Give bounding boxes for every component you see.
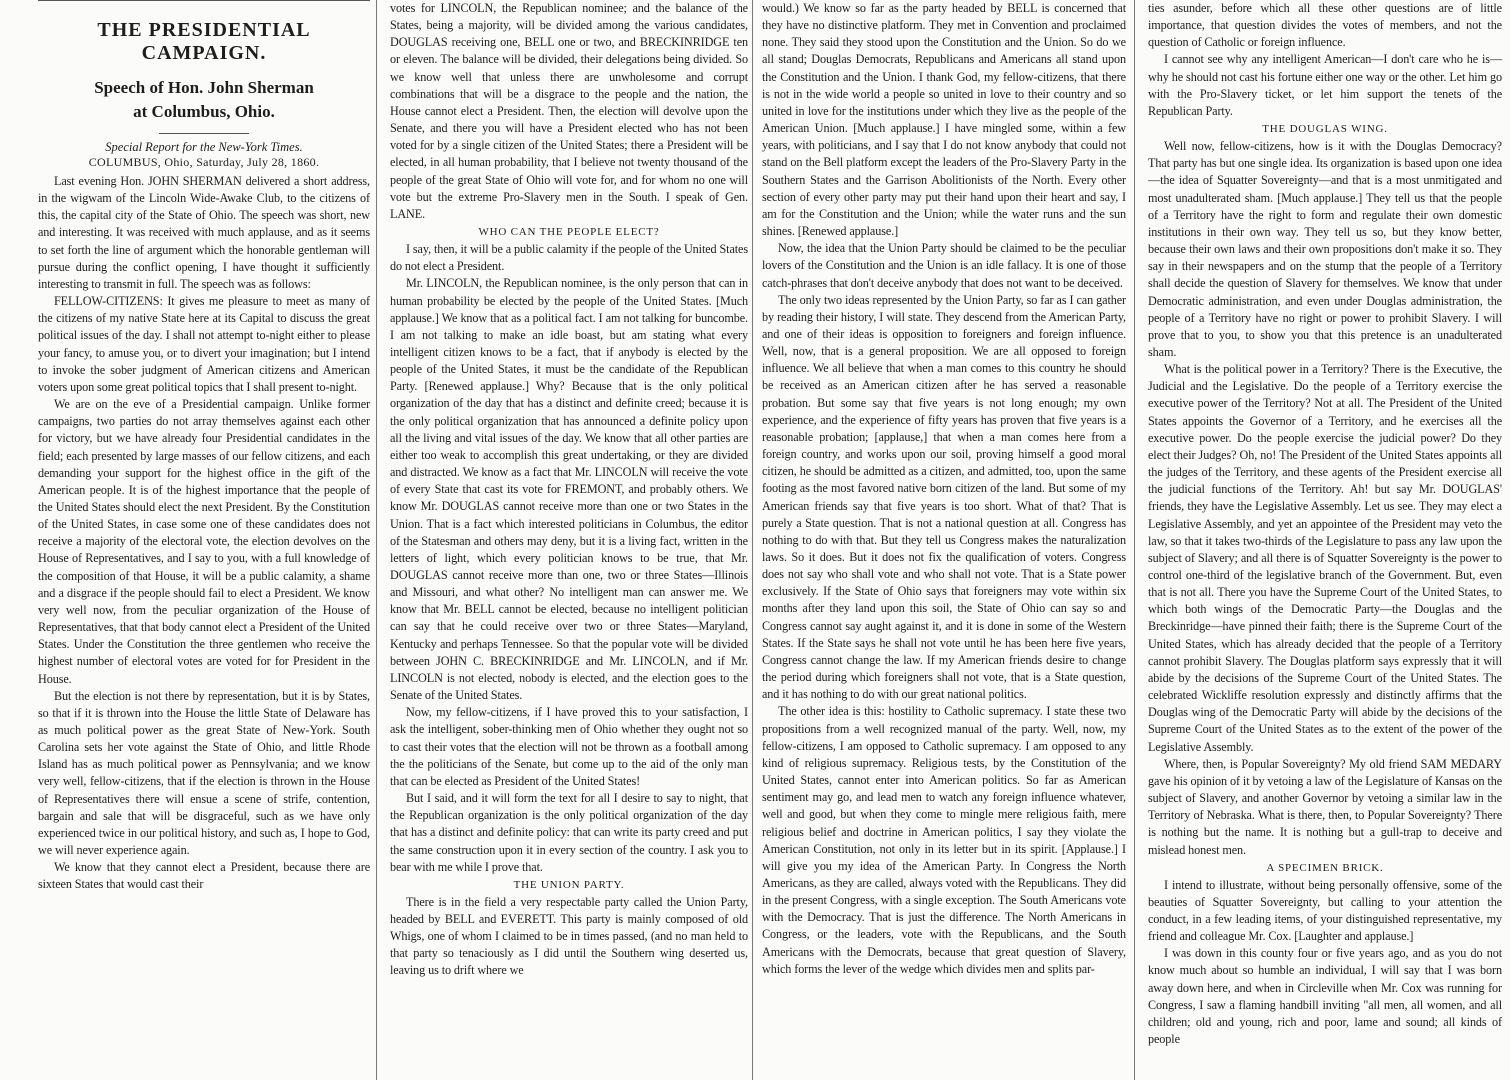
column-3 — [756, 0, 1130, 1080]
paragraph: But the election is not there by representation, but it is by States, so that if it is thrown into the House the little State of Delaware has as much political power as the great State of New-York. South Carolina sets her vote against the State of Ohio, and little Rhode Island has as much political power as Pennsylvania; and we know very well, fellow-citizens, that if the election is thrown in the House of Representatives there will ensue a scene of strife, contention, bargain and sale that will be disgraceful, such as we have only experienced twice in our political history, and such as, I hope to God, we will never experience again. — [38, 688, 370, 858]
divider — [159, 133, 249, 134]
paragraph: I was down in this county four or five years ago, and as you do not know much about so humble an individual, I will say that I was born away down here, and when in Circleville when Mr. Cox was running for Congress, I saw a flaming handbill inviting "all men, all women, and all children; old and young, rich and poor, lame and sound; all kinds of people — [1148, 946, 1502, 1047]
paragraph: Now, my fellow-citizens, if I have proved this to your satisfaction, I ask the intelligent, sober-thinking men of Ohio whether they ought not so to cast their votes that the election will not be thrown as a football among the the politicians of the Senate, but come up to the aid of the only man that can be elected as President of the United States! — [390, 705, 748, 788]
column-4 — [1140, 0, 1506, 1080]
top-rule — [38, 0, 370, 1]
paragraph: I cannot see why any intelligent American—I don't care who he is—why he should not cast his fortune either one way or the other. Let him go with the Pro-Slavery ticket, or let him support the tenets of the Republican Party. — [1148, 52, 1502, 118]
paragraph: The only two ideas represented by the Union Party, so far as I can gather by reading their history, I will state. They descend from the American Party, and one of their ideas is opposition to foreigners and foreign influence. Well, now, that is a general proposition. We are all opposed to foreign influence. We all believe that when a man comes to this country he should be received as an American citizen after he has served a reasonable probation. But some say that five years is not long enough; my own experience, and the experience of fifty years has proven that five years is a reasonable probation; [applause,] that when a man comes here from a foreign country, and works upon our soil, proving himself a good moral citizen, he should be admitted as a citizen, and admitted, too, upon the same footing as the most favored native born citizen of the land. But some of my American friends say that five years is too short. What of that? That is purely a State question. That is not a national question at all. Congress has nothing to do with that. But they tell us Congress makes the naturalization laws. So it does. But it does not fix the qualification of voters. Congress does not say who shall vote and who shall not vote. That is a State power exclusively. If the State of Ohio says that foreigners may vote within six months after they land upon this soil, the State of Ohio can say so and Congress cannot say aught against it, and it is done in some of the Western States. If the State says he shall not vote until he has been here five years, Congress cannot change the law. If my American friends desire to change the period during which foreigners shall not vote, that is a State question, and it has nothing to do with our great national politics. — [762, 292, 1126, 702]
paragraph: Last evening Hon. JOHN SHERMAN delivered a short address, in the wigwam of the Lincoln Wide-Awake Club, to the citizens of this, the capital city of the State of Ohio. The speech was short, new and interesting. It was received with much applause, and as it seems to set forth the line of argument which the honorable gentleman will pursue during the conflict opening, I have thought it sufficiently interesting to transmit in full. The speech was as follows: — [38, 174, 370, 291]
paragraph: But I said, and it will form the text for all I desire to say to night, that the Republican organization is the only political organization of the day that has a distinct and definite policy: that can write its party creed and put the same construction upon it in every section of the country. I ask you to bear with me while I prove that. — [390, 791, 748, 874]
paragraph: Where, then, is Popular Sovereignty? My old friend SAM MEDARY gave his opinion of it by vetoing a law of the Legislature of Kansas on the subject of Slavery, and another Governor by vetoing a similar law in the Territory of Nebraska. What is there, then, to Popular Sovereignty? There is nothing but the name. It is nothing but a gull-trap to deceive and mislead honest men. — [1148, 756, 1502, 857]
paragraph: The other idea is this: hostility to Catholic supremacy. I state these two propositions from a well recognized manual of the party. Well, now, my fellow-citizens, I am opposed to Catholic supremacy. I am opposed to any kind of religious supremacy. Religious tests, by the Constitution of the United States, cannot enter into American politics. So far as American sentiment may go, and lead men to watch any foreign influence whatever, well and good, but when they come to mingle mere religious faith, mere religious belief and doctrine in American politics, I say they violate the American Constitution, not only in its letter but in its spirit. [Applause.] I will give you my idea of the American Party. In Congress the North Americans, as they are called, always voted with the Republicans. They did in the present Congress, with a single exception. The South Americans vote with the Democracy. That is just the difference. The North Americans in Congress, or the leaders, vote with the Republicans, and the South Americans with the Democrats, because that great question of Slavery, which forms the lever of the wedge which divides men and splits par- — [762, 704, 1126, 976]
column-rule — [1134, 0, 1135, 1080]
column-rule — [752, 0, 753, 1080]
subhead-speaker: Speech of Hon. John Sherman — [94, 78, 314, 97]
dateline: COLUMBUS, Ohio, Saturday, July 28, 1860. — [88, 155, 320, 169]
paragraph: Now, the idea that the Union Party should be claimed to be the peculiar lovers of the Constitution and the Union is an idle fallacy. It is one of those catch-phrases that don't deceive anybody that does not want to be deceived. — [762, 241, 1126, 290]
paragraph: votes for LINCOLN, the Republican nominee; and the balance of the States, being a majority, will be divided among the various candidates, DOUGLAS receiving one, BELL one or two, and BRECKINRIDGE ten or eleven. The balance will be divided, their delegations being divided. So we know well that unless there are unwholesome and corrupt combinations that will be a disgrace to the people and the nation, the House cannot elect a President. Then, the election will devolve upon the Senate, and there you will have a President elected who has not been voted for by a single citizen of the United States; there a President will be elected, in all human probability, that I believe not twenty thousand of the people of the great State of Ohio will vote for, and for whom no one will vote but the extreme Pro-Slavery men in the South. I speak of Gen. LANE. — [390, 1, 748, 221]
section-heading-douglas-wing: THE DOUGLAS WING. — [1262, 123, 1388, 136]
section-heading-who-can-the-people-elect: WHO CAN THE PEOPLE ELECT? — [478, 226, 660, 239]
paragraph: ties asunder, before which all these other questions are of little importance, that question divides the votes of members, and not the question of Catholic or foreign influence. — [1148, 1, 1502, 50]
section-heading-union-party: THE UNION PARTY. — [513, 878, 625, 891]
column-rule — [376, 0, 377, 1080]
paragraph: I intend to illustrate, without being personally offensive, some of the beauties of Squatter Sovereignty, but calling to your attention the conduct, in a few leading items, of your distinguished representative, my friend and colleague Mr. Cox. [Laughter and applause.] — [1148, 877, 1502, 944]
paragraph: Mr. LINCOLN, the Republican nominee, is the only person that can in human probability be elected by the people of the United States. [Much applause.] We know that as a political fact. I am not talking for buncombe. I am not talking to make an idle boast, but am stating what every intelligent citizen knows to be a fact, that if anybody is elected by the people of the United States, it must be the candidate of the Republican Party. [Renewed applause.] Why? Because that is the only political organization of the day that has a distinct and definite creed; because it is the only political organization that has announced a definite policy upon all the living and vital issues of the day. We know that all other parties are either too weak to accomplish this great undertaking, or they are divided and distracted. We know as a fact that Mr. LINCOLN will receive the vote of every State that cast its vote for FREMONT, and probably others. We know Mr. DOUGLAS cannot receive more than one or two States in the Union. That is a fact which interested politicians in Columbus, the editor of the Statesman and others may deny, but it is a living fact, written in the letters of light, which every politician knows to be true, that Mr. DOUGLAS cannot receive more than one, two or three States—Illinois and Missouri, and what other? No intelligent man can answer me. We know that Mr. BELL cannot be elected, because no intelligent politician can say that he could receive over two or three States—Maryland, Kentucky and perhaps Tennessee. So that the popular vote will be divided between JOHN C. BRECKINRIDGE and Mr. LINCOLN, and if Mr. LINCOLN is not elected, nobody is elected, and the election goes to the Senate of the United States. — [390, 276, 748, 703]
report-line: Special Report for the New-York Times. — [105, 140, 303, 154]
subhead-location: at Columbus, Ohio. — [133, 102, 275, 121]
paragraph: What is the political power in a Territory? There is the Executive, the Judicial and the Legislative. Do the people of a Territory exercise the executive power of the Territory? Not at all. The President of the United States appoints the Governor of a Territory, and he exercises all the executive power. Do the people exercise the judicial power? Do they elect their Judges? Oh, no! The President of the United States appoints all the judges of the Territory, and these agents of the President exercise all the judicial functions of the Territory. Ah! but say Mr. DOUGLAS' friends, they have the Legislative Assembly. Let us see. They may elect a Legislative Assembly, and yet an appointee of the President may veto the law, so that it takes two-thirds of the Legislature to pass any law upon the subject of Slavery; and all there is of Squatter Sovereignty is the power to control one-third of the legislative branch of the Government. But, even that is not all. There you have the Supreme Court of the United States, to which both wings of the Democratic Party—the Douglas and the Breckinridge—have pinned their faith; there is the Supreme Court of the United States, which has already decided that the people of a Territory cannot prohibit Slavery. The Douglas platform says expressly that it will abide by the decisions of the Supreme Court of the United States. The celebrated Wickliffe resolution expressly and distinctly affirms that the Douglas wing of the Democratic Party will abide by the decisions of the Supreme Court of the United States as to the extent of the power of the Legislative Assembly. — [1148, 362, 1502, 754]
paragraph: We know that they cannot elect a President, because there are sixteen States that would cast their — [38, 860, 370, 892]
paragraph: FELLOW-CITIZENS: It gives me pleasure to meet as many of the citizens of my native State here at its Capital to discuss the great political issues of the day. I shall not attempt to-night either to please your fancy, to amuse you, or to divert your imagination; but I intend to invoke the sober judgment of American citizens and American voters upon some great political topics that I shall present to-night. — [38, 294, 370, 394]
paragraph: There is in the field a very respectable party called the Union Party, headed by BELL and EVERETT. This party is mainly composed of old Whigs, one of whom I claimed to be in times passed, (and no man held to that party so tenaciously as I did until the Southern wing deserted us, leaving us to drift where we — [390, 894, 748, 978]
paragraph: Well now, fellow-citizens, how is it with the Douglas Democracy? That party has but one single idea. Its organization is based upon one idea—the idea of Squatter Sovereignty—and that is a most unmitigated and most unadulterated sham. [Much applause.] They tell us that the people of a Territory have the right to form and regulate their own domestic institutions in their own way. They tell us so, but they know better, because their own laws and their own propositions don't make it so. They say in their newspapers and on the stump that the people of a Territory shall decide the question of Slavery for themselves. We know that under Democratic administration, and even under Douglas administration, the people of a Territory have no right or power to prohibit Slavery. I will prove that to you, to show you that this pretence is an unadulterated sham. — [1148, 139, 1502, 359]
headline: THE PRESIDENTIAL CAMPAIGN. — [97, 19, 311, 64]
paragraph: We are on the eve of a Presidential campaign. Unlike former campaigns, two parties do not array themselves against each other for victory, but we have already four Presidential candidates in the field; each presented by large masses of our fellow citizens, and each demanding your support for the highest office in the gift of the American people. It is of the highest importance that the people of the United States should elect the next President. By the Constitution of the United States, in case some one of these candidates does not receive a majority of the electoral vote, the election devolves on the House of Representatives, and I say to you, with a full knowledge of the composition of that House, it will be a public calamity, a shame and a disgrace if the people should fail to elect a President. We know very well now, from the peculiar organization of the House of Representatives, that that body cannot elect a President of the United States. Under the Constitution the three gentlemen who receive the highest number of electoral votes are voted for for President in the House. — [38, 397, 370, 686]
section-heading-specimen-brick: A SPECIMEN BRICK. — [1266, 861, 1384, 874]
column-1 — [4, 0, 374, 1080]
column-2 — [382, 0, 752, 1080]
paragraph: I say, then, it will be a public calamity if the people of the United States do not elect a President. — [390, 242, 748, 274]
paragraph: would.) We know so far as the party headed by BELL is concerned that they have no distinctive platform. They met in Convention and proclaimed none. They said they stood upon the Constitution and the Union. So do we all stand; Douglas Democrats, Republicans and Americans all stand upon the Constitution and the Union. I thank God, my fellow-citizens, that there is not in the wide world a people so united in love to their country and so united in love for the institutions under which they live as the people of the American Union. [Much applause.] I have mingled some, within a few years, with politicians, and I say that I do not know anybody that could not stand on the Bell platform except the leaders of the Pro-Slavery Party in the Southern States and the Garrison Abolitionists of the North. Every other section of every other party may put their hand upon their heart and say, I am for the Constitution and the Union; while the water runs and the sun shines. [Renewed applause.] — [762, 1, 1126, 239]
